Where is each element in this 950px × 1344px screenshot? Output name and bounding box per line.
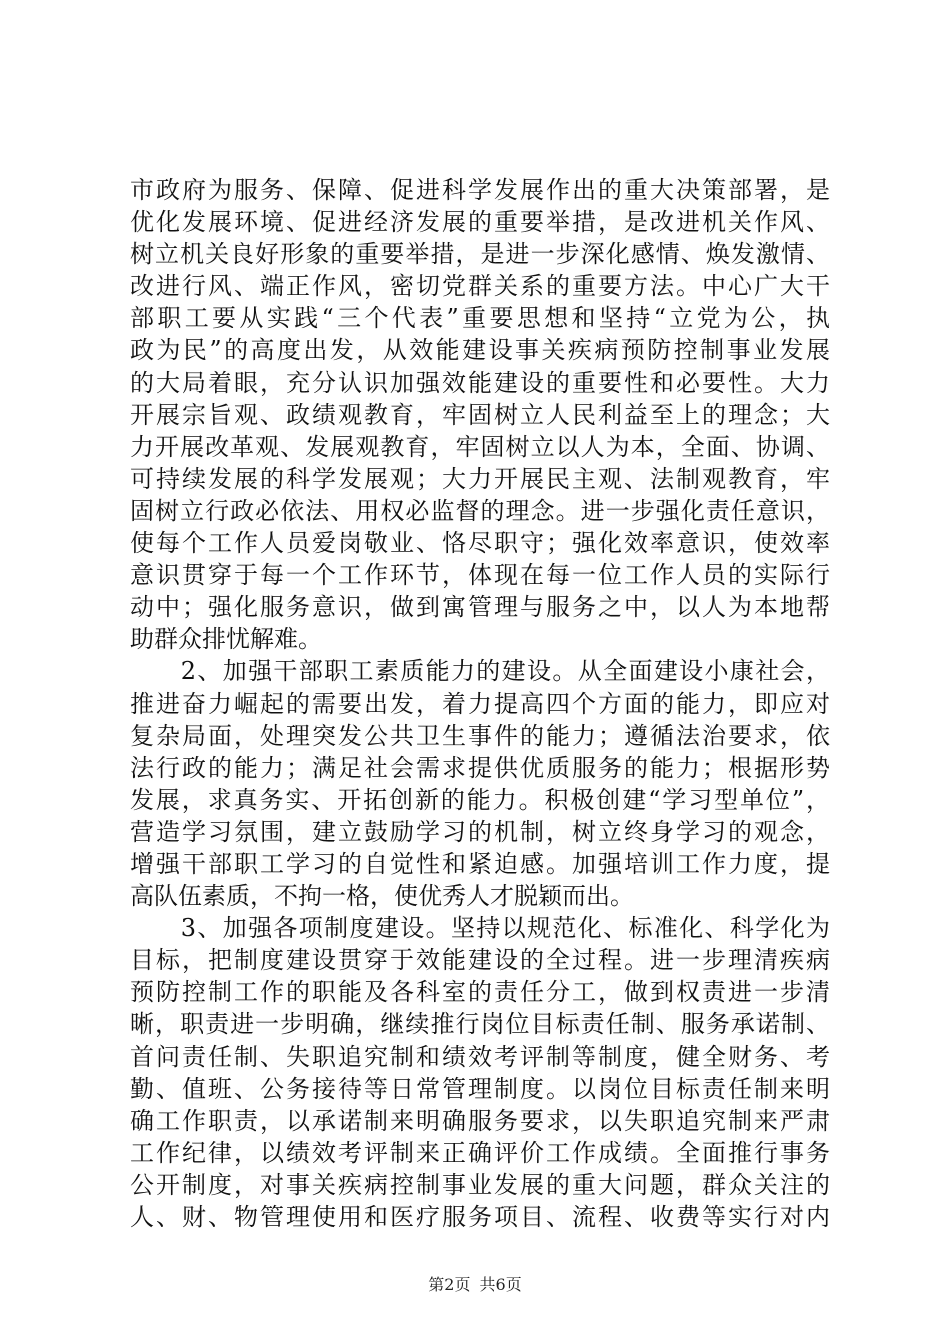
text-line: 动中；强化服务意识，做到寓管理与服务之中，以人为本地帮 bbox=[130, 593, 830, 622]
text-line: 勤、值班、公务接待等日常管理制度。以岗位目标责任制来明 bbox=[130, 1074, 830, 1103]
text-line: 高队伍素质，不拘一格，使优秀人才脱颖而出。 bbox=[130, 882, 634, 911]
page-number-total: 共6页 bbox=[479, 1275, 522, 1294]
text-line: 预防控制工作的职能及各科室的责任分工，做到权责进一步清 bbox=[130, 978, 830, 1007]
text-line: 部职工要从实践“三个代表”重要思想和坚持“立党为公，执 bbox=[130, 304, 830, 333]
text-line: 市政府为服务、保障、促进科学发展作出的重大决策部署，是 bbox=[130, 176, 830, 204]
text-line: 晰，职责进一步明确，继续推行岗位目标责任制、服务承诺制、 bbox=[130, 1010, 830, 1039]
text-line: 目标，把制度建设贯穿于效能建设的全过程。进一步理清疾病 bbox=[130, 946, 830, 975]
document-body bbox=[130, 174, 830, 1233]
page-number-current: 第2页 bbox=[428, 1275, 471, 1294]
text-line: 优化发展环境、促进经济发展的重要举措，是改进机关作风、 bbox=[130, 208, 830, 237]
text-line: 助群众排忧解难。 bbox=[130, 625, 322, 654]
text-line: 增强干部职工学习的自觉性和紧迫感。加强培训工作力度，提 bbox=[130, 849, 830, 878]
text-line: 推进奋力崛起的需要出发，着力提高四个方面的能力，即应对 bbox=[130, 689, 830, 718]
text-line: 改进行风、端正作风，密切党群关系的重要方法。中心广大干 bbox=[130, 272, 830, 301]
text-line: 力开展改革观、发展观教育，牢固树立以人为本，全面、协调、 bbox=[130, 432, 830, 461]
text-line: 人、财、物管理使用和医疗服务项目、流程、收费等实行对内 bbox=[130, 1203, 830, 1231]
text-line: 开展宗旨观、政绩观教育，牢固树立人民利益至上的理念；大 bbox=[130, 400, 830, 429]
text-line: 树立机关良好形象的重要举措，是进一步深化感情、焕发激情、 bbox=[130, 240, 830, 269]
text-line: 复杂局面，处理突发公共卫生事件的能力；遵循法治要求，依 bbox=[130, 721, 830, 750]
text-line: 意识贯穿于每一个工作环节，体现在每一位工作人员的实际行 bbox=[130, 561, 830, 590]
text-line: 营造学习氛围，建立鼓励学习的机制，树立终身学习的观念， bbox=[130, 817, 830, 846]
text-line: 工作纪律，以绩效考评制来正确评价工作成绩。全面推行事务 bbox=[130, 1138, 830, 1167]
text-line: 2、加强干部职工素质能力的建设。从全面建设小康社会， bbox=[130, 657, 830, 686]
text-line: 法行政的能力；满足社会需求提供优质服务的能力；根据形势 bbox=[130, 753, 830, 782]
text-line: 政为民”的高度出发，从效能建设事关疾病预防控制事业发展 bbox=[130, 336, 830, 365]
text-line: 使每个工作人员爱岗敬业、恪尽职守；强化效率意识，使效率 bbox=[130, 529, 830, 558]
text-line: 确工作职责，以承诺制来明确服务要求，以失职追究制来严肃 bbox=[130, 1106, 830, 1135]
text-line: 发展，求真务实、开拓创新的能力。积极创建“学习型单位”， bbox=[130, 785, 830, 814]
text-line: 3、加强各项制度建设。坚持以规范化、标准化、科学化为 bbox=[130, 914, 830, 943]
text-line: 公开制度，对事关疾病控制事业发展的重大问题，群众关注的 bbox=[130, 1170, 830, 1199]
page-footer bbox=[0, 1275, 950, 1295]
text-line: 固树立行政必依法、用权必监督的理念。进一步强化责任意识， bbox=[130, 496, 830, 525]
text-line: 首问责任制、失职追究制和绩效考评制等制度，健全财务、考 bbox=[130, 1042, 830, 1071]
text-line: 可持续发展的科学发展观；大力开展民主观、法制观教育，牢 bbox=[130, 464, 830, 493]
text-line: 的大局着眼，充分认识加强效能建设的重要性和必要性。大力 bbox=[130, 368, 830, 397]
